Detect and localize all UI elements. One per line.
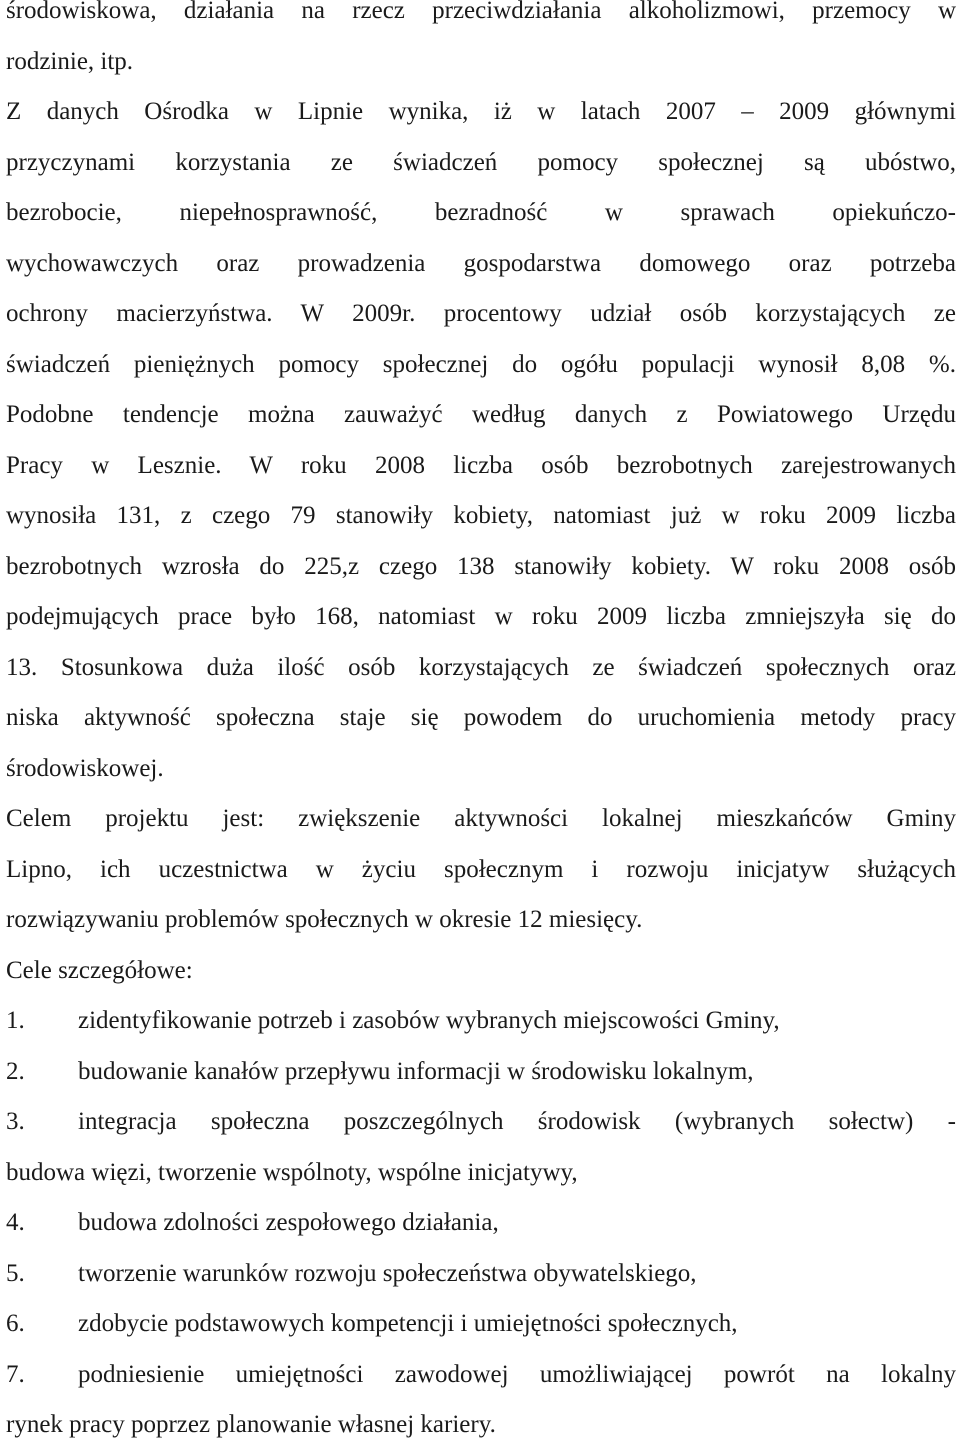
goal-item (6, 996, 956, 1047)
goal-text: budowa zdolności zespołowego działania, (78, 1209, 499, 1236)
text-line: Pracy w Lesznie. W roku 2008 liczba osób bezrobotnych zarejestrowanych (6, 451, 956, 479)
goals-heading: Cele szczegółowe: (6, 956, 193, 984)
goal-item (6, 1047, 956, 1098)
text-line: 13. Stosunkowa duża ilość osób korzystających ze świadczeń społecznych oraz (6, 653, 956, 681)
goal-number: 7. (6, 1360, 25, 1388)
text-line: Z danych Ośrodka w Lipnie wynika, iż w latach 2007 – 2009 głównymi (6, 98, 956, 125)
text-line: Lipno, ich uczestnictwa w życiu społecznym i rozwoju inicjatyw służących (6, 855, 956, 883)
text-line: podejmujących prace było 168, natomiast w roku 2009 liczba zmniejszyła się do (6, 603, 956, 630)
goal-item (6, 1249, 956, 1300)
text-line: Celem projektu jest: zwiększenie aktywności lokalnej mieszkańców Gminy (6, 805, 956, 832)
paragraph-statistics (6, 87, 956, 794)
goal-number: 2. (6, 1057, 25, 1085)
goal-number: 6. (6, 1310, 25, 1337)
goal-text: integracja społeczna poszczególnych środowisk (wybranych sołectw) - (78, 1108, 956, 1135)
goal-text: zdobycie podstawowych kompetencji i umiejętności społecznych, (78, 1310, 738, 1337)
goal-number: 3. (6, 1108, 25, 1135)
text-line: rodzinie, itp. (6, 47, 134, 75)
paragraph-intro-continuation (6, 0, 956, 87)
goal-number: 1. (6, 1007, 25, 1034)
goal-continuation: rynek pracy poprzez planowanie własnej kariery. (6, 1411, 496, 1438)
text-line: środowiskowa, działania na rzecz przeciwdziałania alkoholizmowi, przemocy w (6, 0, 956, 24)
goal-item (6, 1299, 956, 1350)
text-line: rozwiązywaniu problemów społecznych w okresie 12 miesięcy. (6, 906, 643, 933)
goal-text: podniesienie umiejętności zawodowej umożliwiającej powrót na lokalny (78, 1360, 956, 1388)
goal-item (6, 1350, 956, 1401)
goal-item (6, 1097, 956, 1148)
text-line: niska aktywność społeczna staje się powodem do uruchomienia metody pracy (6, 704, 956, 731)
goal-text: tworzenie warunków rozwoju społeczeństwa obywatelskiego, (78, 1259, 697, 1287)
goals-section (6, 946, 956, 1451)
text-line: wynosiła 131, z czego 79 stanowiły kobiety, natomiast już w roku 2009 liczba (6, 502, 956, 529)
goal-continuation: budowa więzi, tworzenie wspólnoty, wspólne inicjatywy, (6, 1158, 578, 1186)
goal-item (6, 1198, 956, 1249)
text-line: świadczeń pieniężnych pomocy społecznej do ogółu populacji wynosił 8,08 %. (6, 350, 956, 378)
paragraph-project-goal (6, 794, 956, 946)
text-line: przyczynami korzystania ze świadczeń pomocy społecznej są ubóstwo, (6, 148, 956, 176)
text-line: ochrony macierzyństwa. W 2009r. procentowy udział osób korzystających ze (6, 300, 956, 327)
text-line: środowiskowej. (6, 754, 164, 782)
goal-number: 4. (6, 1209, 25, 1236)
text-line: wychowawczych oraz prowadzenia gospodarstwa domowego oraz potrzeba (6, 249, 956, 277)
text-line: Podobne tendencje można zauważyć według danych z Powiatowego Urzędu (6, 401, 956, 428)
goal-number: 5. (6, 1259, 25, 1287)
text-line: bezrobotnych wzrosła do 225,z czego 138 stanowiły kobiety. W roku 2008 osób (6, 552, 956, 580)
text-line: bezrobocie, niepełnosprawność, bezradność w sprawach opiekuńczo- (6, 199, 956, 226)
goal-text: zidentyfikowanie potrzeb i zasobów wybranych miejscowości Gminy, (78, 1007, 780, 1034)
goal-text: budowanie kanałów przepływu informacji w środowisku lokalnym, (78, 1057, 754, 1085)
